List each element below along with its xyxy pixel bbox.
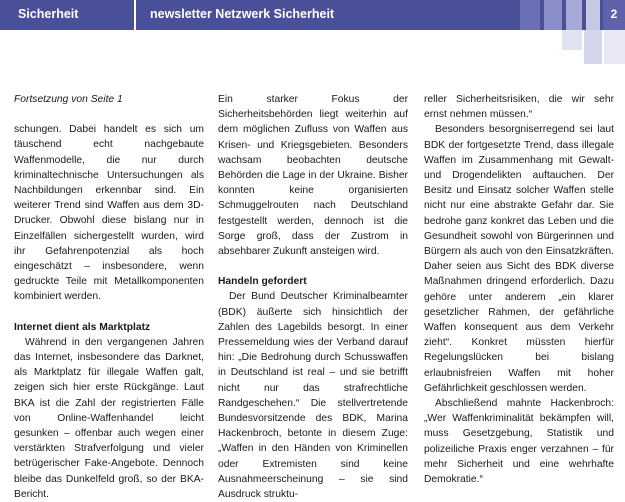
page-number: 2 [603, 0, 625, 30]
section-heading: Handeln gefordert [218, 276, 307, 288]
deco-square [562, 30, 582, 50]
header-divider [134, 0, 136, 30]
paragraph: Der Bund Deutscher Kriminalbeamter (BDK) äußerte sich hinsichtlich der Zahlen des Lagebilds besorgt. In einer Pressemeldung wies der Verband darauf hin: „Die Bedrohung durch Schusswaffen in Deutschland ist real – und sie betrifft nicht nur das strafrechtliche Randgeschehen.“ Die stellvertretende Bundesvorsitzende des BDK, Marina Hackenbroch, betonte in diesem Zuge: „Waffen in den Händen von Kriminellen oder Extremisten sind keine Ausnahmeerscheinung – sie sind Ausdruck struktu- [218, 291, 408, 501]
deco-square [586, 0, 600, 30]
deco-square [520, 0, 540, 30]
continuation-note: Fortsetzung von Seite 1 [14, 94, 123, 105]
deco-square [604, 30, 625, 64]
column-2 [218, 92, 408, 502]
paragraph: Während in den vergangenen Jahren das Internet, insbesondere das Darknet, als Marktplatz für illegale Waffen galt, zeigen sich hier erste Rückgänge. Laut BKA ist die Zahl der registrierten Fälle von Online-Waffenhandel leicht gesunken – offenbar auch wegen einer verstärkten Strafverfolgung und vieler betrügerischer Fake-Angebote. Dennoch bleibe das Dunkelfeld groß, so der BKA-Bericht. [14, 336, 204, 500]
page-header [0, 0, 625, 30]
paragraph: Ein starker Fokus der Sicherheitsbehörden liegt weiterhin auf dem möglichen Zufluss von Waffen aus Krisen- und Kriegsgebieten. Besonders wachsam beobachten deutsche Behörden die Lage in der Ukraine. Bisher konnten keine organisierten Schmuggelrouten nach Deutschland festgestellt werden, dennoch ist die Sorge groß, dass der Zustrom in absehbarer Zukunft ansteigen wird. [218, 94, 408, 258]
deco-square [566, 0, 582, 30]
newsletter-title: newsletter Netzwerk Sicherheit [150, 7, 335, 21]
section-heading: Internet dient als Marktplatz [14, 321, 151, 333]
deco-square [544, 0, 562, 30]
deco-square [584, 30, 602, 64]
column-3 [424, 92, 614, 487]
paragraph: reller Sicherheitsrisiken, die wir sehr ernst nehmen müssen.“ [424, 94, 614, 121]
paragraph: schungen. Dabei handelt es sich um täuschend echt nachgebaute Waffenmodelle, die nur durch kriminaltechnische Untersuchungen als Nachbildungen erkennbar sind. Ein weiterer Trend sind Waffen aus dem 3D-Drucker. Obwohl diese bislang nur in Einzelfällen sichergestellt wurden, wird ihr Gefahrenpotenzial als hoch eingeschätzt – insbesondere, wenn gedruckte Teile mit Metallkomponenten kombiniert werden. [14, 124, 204, 303]
section-label: Sicherheit [18, 7, 79, 21]
paragraph: Abschließend mahnte Hackenbroch: „Wer Waffenkriminalität bekämpfen will, muss Gesetzgebung, Statistik und polizeiliche Praxis enger verzahnen – für mehr Sicherheit und eine wehrhafte Demokratie.“ [424, 398, 614, 486]
paragraph: Besonders besorgniserregend sei laut BDK der fortgesetzte Trend, dass illegale Waffen im Zusammenhang mit Gewalt- und Drogendelikten auftauchen. Der Besitz und Einsatz solcher Waffen stelle nicht nur eine abstrakte Gefahr dar. Sie bedrohe ganz konkret das Leben und die Gesundheit sowohl von Bürgerinnen und Bürgern als auch von den Einsatzkräften. Daher seien aus Sicht des BDK diverse Maßnahmen dringend erforderlich. Dazu gehöre unter anderem „ein klarer gesetzlicher Rahmen, der gefährliche Waffen konsequent aus dem Verkehr zieht“. Konkret müssten hierfür Regelungslücken bei bislang erlaubnisfreien Waffen mit hoher Gefährlichkeit geschlossen werden. [424, 124, 614, 394]
column-1 [14, 92, 204, 502]
